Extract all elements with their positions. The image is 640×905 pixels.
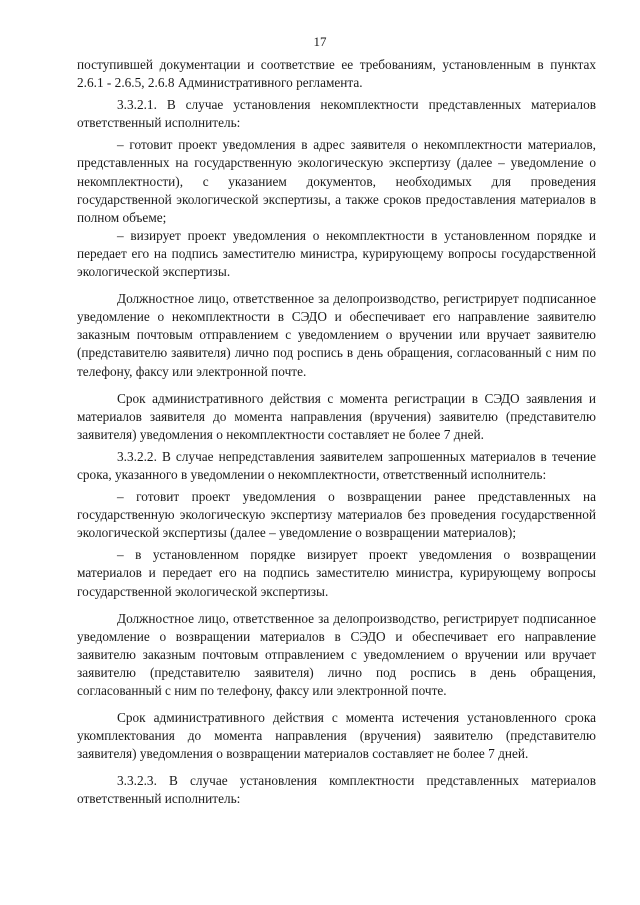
paragraph-3-3-2-2: 3.3.2.2. В случае непредставления заявителем запрошенных материалов в течение срока, указанного в уведомлении о некомплектности, ответственный исполнитель: bbox=[77, 448, 596, 482]
paragraph-deadline-return: Срок административного действия с момента истечения установленного срока укомплектования до момента направления (вручения) заявителю (представителю заявителя) уведомления о возвращении материалов составляет не более 7 дней. bbox=[77, 710, 596, 762]
document-body bbox=[77, 56, 596, 809]
paragraph-continuation: поступившей документации и соответствие ее требованиям, установленным в пунктах 2.6.1 - 2.6.5, 2.6.8 Административного регламента. bbox=[77, 57, 596, 91]
list-item-endorse-return-notice: – в установленном порядке визирует проект уведомления о возвращении материалов и передает его на подпись заместителю министра, курирующему вопросы государственной экологической экспертизы. bbox=[77, 547, 596, 599]
page-number: 17 bbox=[313, 34, 327, 49]
paragraph-clerk-registers-return: Должностное лицо, ответственное за делопроизводство, регистрирует подписанное уведомление о возвращении материалов в СЭДО и обеспечивает его направление заявителю заказным почтовым отправлением с уведомлением о вручении или вручает заявителю (представителю заявителя) лично под роспись в день обращения, согласованный с ним по телефону, факсу или электронной почте. bbox=[77, 610, 596, 698]
list-item-prepare-return-notice: – готовит проект уведомления о возвращении ранее представленных на государственную экологическую экспертизу материалов без проведения государственной экологической экспертизы (далее – уведомление о возвращении материалов); bbox=[77, 489, 596, 541]
list-item-endorse-notice: – визирует проект уведомления о некомплектности в установленном порядке и передает его на подпись заместителю министра, курирующему вопросы государственной экологической экспертизы. bbox=[77, 227, 596, 280]
paragraph-deadline-incompleteness: Срок административного действия с момента регистрации в СЭДО заявления и материалов заявителя до момента направления (вручения) заявителю (представителю заявителя) уведомления о некомплектности составляет не более 7 дней. bbox=[77, 390, 596, 442]
paragraph-clerk-registers-notice: Должностное лицо, ответственное за делопроизводство, регистрирует подписанное уведомление о некомплектности в СЭДО и обеспечивает его направление заявителю заказным почтовым отправлением с уведомлением о вручении или вручает заявителю (представителю заявителя) лично под роспись в день обращения, согласованный с ним по телефону, факсу или электронной почте. bbox=[77, 291, 596, 379]
paragraph-3-3-2-1: 3.3.2.1. В случае установления некомплектности представленных материалов ответственный исполнитель: bbox=[77, 97, 596, 131]
list-item-prepare-notice: – готовит проект уведомления в адрес заявителя о некомплектности материалов, представленных на государственную экологическую экспертизу (далее – уведомление о некомплектности), с указанием документов, необходимых для проведения государственной экологической экспертизы, а также сроков предоставления материалов в полном объеме; bbox=[77, 137, 596, 225]
paragraph-3-3-2-3: 3.3.2.3. В случае установления комплектности представленных материалов ответственный исполнитель: bbox=[77, 773, 596, 807]
